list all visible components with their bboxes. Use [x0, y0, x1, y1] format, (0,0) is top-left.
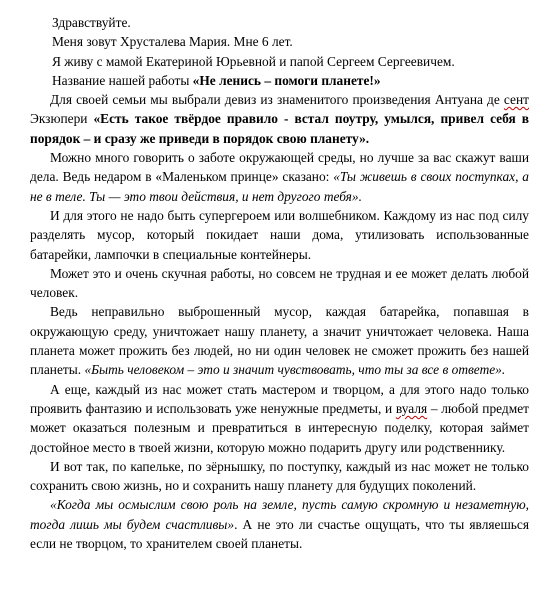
paragraph-environment: Можно много говорить о заботе окружающей среды, но лучше за вас скажут ваши дела. Ведь недаром в «Маленьком принце» сказано: «Ты живешь в своих поступках, а не в теле. Ты — это твои действия, и нет другого тебя».: [30, 150, 529, 204]
paragraph-garbage: Ведь неправильно выброшенный мусор, каждая батарейка, попавшая в окружающую среду, уничтожает нашу планету, а значит уничтожает человека. Наша планета может прожить без людей, но ни один человек не сможет прожить без нашей планеты. «Быть человеком – это и значит чувствовать, что ты за все в ответе».: [30, 304, 529, 378]
work-title-line: [30, 71, 529, 90]
spelling-error-mark: сент: [503, 92, 529, 108]
family-line: Я живу с мамой Екатериной Юрьевной и папой Сергеем Сергеевичем.: [52, 53, 455, 69]
greeting-line: Здравствуйте.: [52, 15, 131, 30]
paragraph-sorting: И для этого не надо быть супергероем или волшебником. Каждому из нас под силу разделять мусор, который покидает наши дома, утилизовать использованные батарейки, лампочки в специальные контейнеры.: [30, 207, 529, 262]
name-line: Меня зовут Хрусталева Мария. Мне 6 лет.: [52, 34, 293, 50]
spelling-error-mark: вуаля: [395, 400, 428, 416]
work-title-label: Название нашей работы: [52, 72, 193, 88]
paragraph-work: Может это и очень скучная работы, но совсем не трудная и ее может делать любой человек.: [30, 265, 529, 301]
paragraph-conclusion: «Когда мы осмыслим свою роль на земле, пусть самую скромную и незаметную, тогда лишь мы будем счастливы». А не это ли счастье ощущать, что ты являешься если не творцом, то хранителем своей планеты.: [30, 497, 529, 552]
motto-quote: «Есть такое твёрдое правило - встал поутру, умылся, привел себя в порядок – и сразу же приведи в порядок свою планету»: [30, 111, 529, 146]
work-title: «Не ленись – помоги планете!»: [192, 72, 381, 88]
little-prince-quote: «Ты живешь в своих поступках, а не в теле. Ты — это твои действия, и нет другого тебя»: [30, 169, 529, 204]
paragraph-generations: И вот так, по капельке, по зёрнышку, по поступку, каждый из нас может не только сохранить свою жизнь, но и сохранить нашу планету для будущих поколений.: [30, 458, 529, 494]
responsibility-quote: «Быть человеком – это и значит чувствовать, что ты за все в ответе»: [84, 362, 502, 378]
paragraph-motto: Для своей семьи мы выбрали девиз из знаменитого произведения Антуана де сент Экзюпери «Есть такое твёрдое правило - встал поутру, умылся, привел себя в порядок – и сразу же приведи в порядок свою планету».: [30, 92, 529, 146]
conclusion-quote: «Когда мы осмыслим свою роль на земле, пусть самую скромную и незаметную, тогда лишь мы будем счастливы»: [30, 497, 529, 532]
paragraph-creativity: А еще, каждый из нас может стать мастером и творцом, а для этого надо только проявить фантазию и использовать уже ненужные предметы, и вуаля – любой предмет может оказаться полезным и превратиться в интересную поделку, которая займет достойное место в твоей жизни, которую можно подарить другу или родственнику.: [30, 381, 529, 455]
